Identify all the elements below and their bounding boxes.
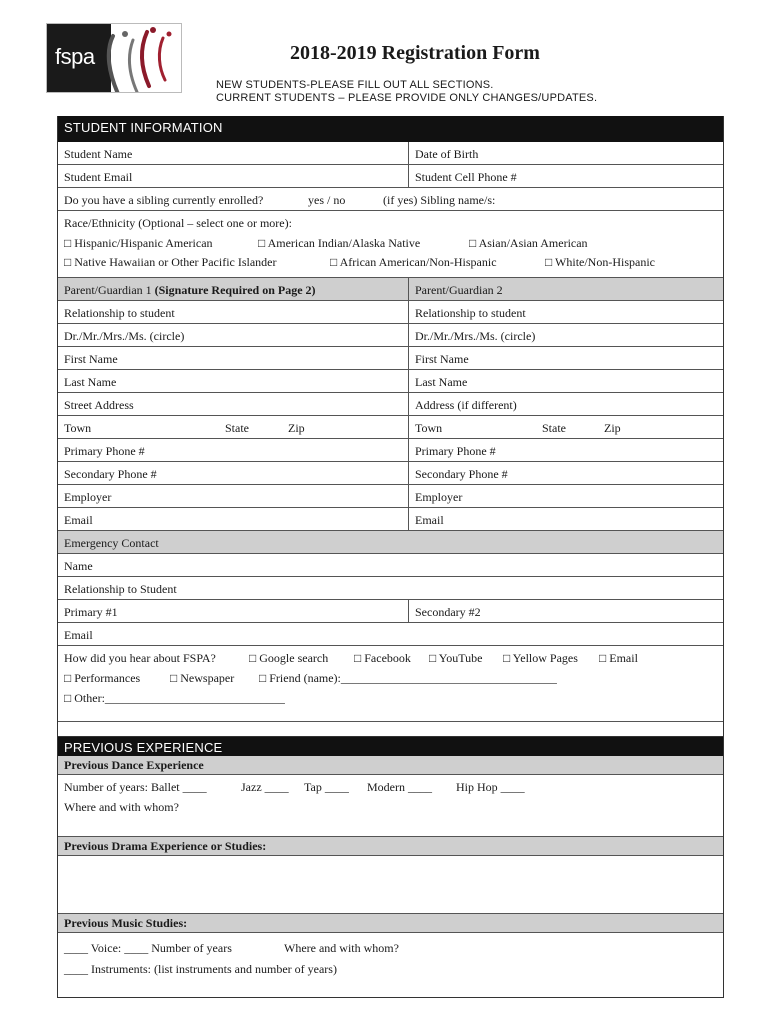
g2-zip-label: Zip <box>604 421 621 435</box>
row-emergency-relationship <box>58 577 723 600</box>
guardian-1-signature-note: (Signature Required on Page 2) <box>154 283 316 297</box>
row-how-heard <box>58 646 723 722</box>
logo-text: fspa <box>55 44 95 69</box>
race-option-african-american[interactable]: □ African American/Non-Hispanic <box>330 255 497 269</box>
g2-state-label: State <box>542 421 566 435</box>
student-email-field[interactable]: Student Email <box>58 165 409 187</box>
emergency-secondary-field[interactable]: Secondary #2 <box>415 605 481 619</box>
guardian-1-title: Parent/Guardian 1 <box>64 283 152 297</box>
ballet-years-field[interactable]: Number of years: Ballet ____ <box>64 780 207 794</box>
row-address <box>58 393 723 416</box>
section-spacer <box>58 722 723 736</box>
instruction-new-students: NEW STUDENTS-PLEASE FILL OUT ALL SECTIONS. <box>216 79 494 91</box>
option-friend[interactable]: □ Friend (name):____________________________________ <box>259 671 557 685</box>
voice-where-field[interactable]: Where and with whom? <box>284 941 399 955</box>
race-option-native-hawaiian[interactable]: □ Native Hawaiian or Other Pacific Islander <box>64 255 277 269</box>
sibling-yes-no[interactable]: yes / no <box>308 193 346 207</box>
section-title: PREVIOUS EXPERIENCE <box>64 740 223 755</box>
g1-street-address-field[interactable]: Street Address <box>58 393 409 415</box>
guardian-2-header: Parent/Guardian 2 <box>415 283 503 297</box>
row-emergency-phones <box>58 600 723 623</box>
g1-secondary-phone-field[interactable]: Secondary Phone # <box>58 462 409 484</box>
g1-zip-label: Zip <box>288 421 305 435</box>
g1-town-state-zip[interactable] <box>58 416 409 438</box>
race-option-hispanic[interactable]: □ Hispanic/Hispanic American <box>64 236 213 250</box>
race-label: Race/Ethnicity (Optional – select one or more): <box>64 216 292 230</box>
g1-email-field[interactable]: Email <box>58 508 409 530</box>
music-studies-header: Previous Music Studies: <box>64 916 188 930</box>
option-yellow-pages[interactable]: □ Yellow Pages <box>503 651 578 665</box>
instruments-field[interactable]: ____ Instruments: (list instruments and number of years) <box>64 962 337 976</box>
g1-salutation-field[interactable]: Dr./Mr./Mrs./Ms. (circle) <box>58 324 409 346</box>
g1-employer-field[interactable]: Employer <box>58 485 409 507</box>
modern-years-field[interactable]: Modern ____ <box>367 780 432 794</box>
g1-town-label: Town <box>64 421 92 435</box>
tap-years-field[interactable]: Tap ____ <box>304 780 349 794</box>
emergency-primary-field[interactable]: Primary #1 <box>58 600 409 622</box>
row-emergency-header <box>58 531 723 554</box>
row-emergency-email <box>58 623 723 646</box>
option-newspaper[interactable]: □ Newspaper <box>170 671 235 685</box>
g1-last-name-field[interactable]: Last Name <box>58 370 409 392</box>
how-heard-question: How did you hear about FSPA? <box>64 651 216 665</box>
row-salutation <box>58 324 723 347</box>
g2-relationship-field[interactable]: Relationship to student <box>415 306 526 320</box>
row-dance-details <box>58 775 723 837</box>
option-facebook[interactable]: □ Facebook <box>354 651 411 665</box>
row-secondary-phone <box>58 462 723 485</box>
g1-primary-phone-field[interactable]: Primary Phone # <box>58 439 409 461</box>
g2-address-field[interactable]: Address (if different) <box>415 398 517 412</box>
g2-employer-field[interactable]: Employer <box>415 490 463 504</box>
row-race-ethnicity <box>58 211 723 278</box>
page-title: 2018-2019 Registration Form <box>290 42 540 64</box>
row-guardian-email <box>58 508 723 531</box>
section-title: STUDENT INFORMATION <box>64 120 223 135</box>
race-option-american-indian[interactable]: □ American Indian/Alaska Native <box>258 236 421 250</box>
drama-experience-field[interactable] <box>58 856 723 914</box>
emergency-name-field[interactable]: Name <box>64 559 93 573</box>
g2-salutation-field[interactable]: Dr./Mr./Mrs./Ms. (circle) <box>415 329 536 343</box>
option-other[interactable]: □ Other:______________________________ <box>64 691 285 705</box>
row-first-name <box>58 347 723 370</box>
race-option-white[interactable]: □ White/Non-Hispanic <box>545 255 656 269</box>
option-youtube[interactable]: □ YouTube <box>429 651 483 665</box>
g1-relationship-field[interactable]: Relationship to student <box>58 301 409 323</box>
hiphop-years-field[interactable]: Hip Hop ____ <box>456 780 525 794</box>
row-dance-header <box>58 756 723 775</box>
g1-first-name-field[interactable]: First Name <box>58 347 409 369</box>
fspa-logo <box>46 23 182 93</box>
drama-experience-header: Previous Drama Experience or Studies: <box>64 839 267 853</box>
g2-first-name-field[interactable]: First Name <box>415 352 469 366</box>
g2-last-name-field[interactable]: Last Name <box>415 375 468 389</box>
g1-state-label: State <box>225 421 249 435</box>
row-student-name <box>58 142 723 165</box>
jazz-years-field[interactable]: Jazz ____ <box>241 780 289 794</box>
option-performances[interactable]: □ Performances <box>64 671 141 685</box>
sibling-names-field[interactable]: (if yes) Sibling name/s: <box>383 193 496 207</box>
section-header-student <box>58 116 723 142</box>
row-primary-phone <box>58 439 723 462</box>
row-music-details <box>58 933 723 997</box>
dancers-logo-icon <box>103 23 182 93</box>
option-email[interactable]: □ Email <box>599 651 638 665</box>
sibling-question: Do you have a sibling currently enrolled? <box>64 193 264 207</box>
dance-experience-header: Previous Dance Experience <box>64 758 204 772</box>
g2-secondary-phone-field[interactable]: Secondary Phone # <box>415 467 508 481</box>
row-guardian-headers <box>58 278 723 301</box>
row-last-name <box>58 370 723 393</box>
registration-form <box>57 116 724 998</box>
g2-primary-phone-field[interactable]: Primary Phone # <box>415 444 496 458</box>
emergency-relationship-field[interactable]: Relationship to Student <box>64 582 177 596</box>
row-relationship <box>58 301 723 324</box>
student-cell-phone-field[interactable]: Student Cell Phone # <box>415 170 517 184</box>
row-drama-header <box>58 837 723 856</box>
g2-email-field[interactable]: Email <box>415 513 444 527</box>
section-header-previous <box>58 736 723 756</box>
row-student-email <box>58 165 723 188</box>
g2-town-state-zip[interactable] <box>409 416 725 438</box>
row-town-state-zip <box>58 416 723 439</box>
student-name-field[interactable]: Student Name <box>58 142 409 164</box>
instruction-current-students: CURRENT STUDENTS – PLEASE PROVIDE ONLY CHANGES/UPDATES. <box>216 92 598 104</box>
guardian-1-header <box>58 278 409 300</box>
race-option-asian[interactable]: □ Asian/Asian American <box>469 236 588 250</box>
dance-where-field[interactable]: Where and with whom? <box>64 800 179 814</box>
row-emergency-name <box>58 554 723 577</box>
option-google-search[interactable]: □ Google search <box>249 651 329 665</box>
emergency-contact-header: Emergency Contact <box>64 536 159 550</box>
voice-years-field[interactable]: ____ Voice: ____ Number of years <box>64 941 232 955</box>
date-of-birth-field[interactable]: Date of Birth <box>415 147 479 161</box>
row-employer <box>58 485 723 508</box>
g2-town-label: Town <box>415 421 443 435</box>
emergency-email-field[interactable]: Email <box>64 628 93 642</box>
row-music-header <box>58 914 723 933</box>
row-sibling <box>58 188 723 211</box>
